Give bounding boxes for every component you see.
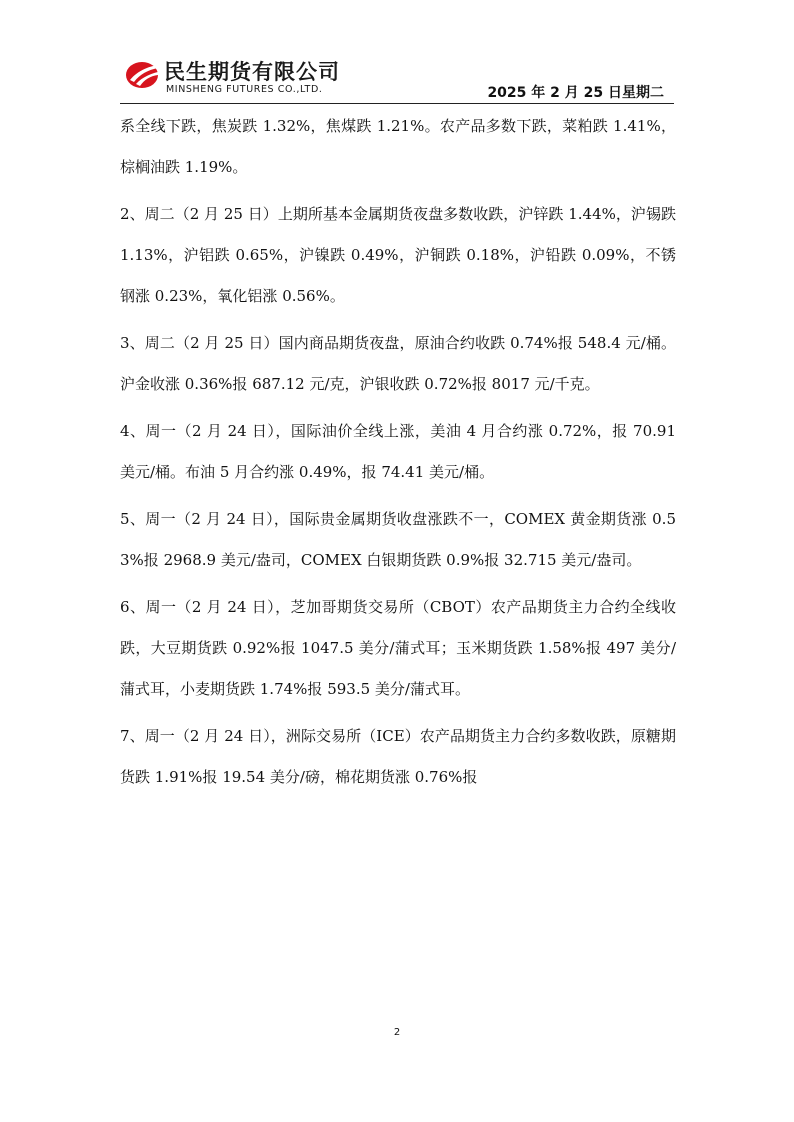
report-body bbox=[120, 106, 676, 804]
paragraph-3: 3、周二（2 月 25 日）国内商品期货夜盘，原油合约收跌 0.74%报 548.4 元/桶。沪金收涨 0.36%报 687.12 元/克，沪银收跌 0.72%报 8017 元/千克。 bbox=[120, 334, 676, 393]
logo-english-name: MINSHENG FUTURES CO.,LTD. bbox=[166, 84, 323, 95]
paragraph-6: 6、周一（2 月 24 日），芝加哥期货交易所（CBOT）农产品期货主力合约全线收跌，大豆期货跌 0.92%报 1047.5 美分/蒲式耳；玉米期货跌 1.58%报 497 美分/蒲式耳，小麦期货跌 1.74%报 593.5 美分/蒲式耳。 bbox=[120, 598, 676, 698]
paragraph-1: 系全线下跌，焦炭跌 1.32%，焦煤跌 1.21%。农产品多数下跌，菜粕跌 1.41%，棕榈油跌 1.19%。 bbox=[120, 117, 676, 176]
paragraph-4: 4、周一（2 月 24 日），国际油价全线上涨，美油 4 月合约涨 0.72%，报 70.91 美元/桶。布油 5 月合约涨 0.49%，报 74.41 美元/桶。 bbox=[120, 422, 676, 481]
paragraph-7: 7、周一（2 月 24 日），洲际交易所（ICE）农产品期货主力合约多数收跌，原糖期货跌 1.91%报 19.54 美分/磅，棉花期货涨 0.76%报 bbox=[120, 727, 676, 786]
page-header bbox=[0, 0, 794, 110]
paragraph-5: 5、周一（2 月 24 日），国际贵金属期货收盘涨跌不一，COMEX 黄金期货涨 0.53%报 2968.9 美元/盎司，COMEX 白银期货跌 0.9%报 32.715 美元/盎司。 bbox=[120, 510, 676, 569]
report-date: 2025 年 2 月 25 日星期二 bbox=[487, 85, 664, 101]
minsheng-logo-icon bbox=[124, 58, 164, 90]
logo-chinese-name: 民生期货有限公司 bbox=[164, 60, 340, 84]
header-divider bbox=[120, 103, 674, 104]
paragraph-2: 2、周二（2 月 25 日）上期所基本金属期货夜盘多数收跌，沪锌跌 1.44%，沪锡跌 1.13%，沪铝跌 0.65%，沪镍跌 0.49%，沪铜跌 0.18%，沪铅跌 0.09%，不锈钢涨 0.23%，氧化铝涨 0.56%。 bbox=[120, 205, 676, 305]
page-number: 2 bbox=[393, 1027, 401, 1038]
